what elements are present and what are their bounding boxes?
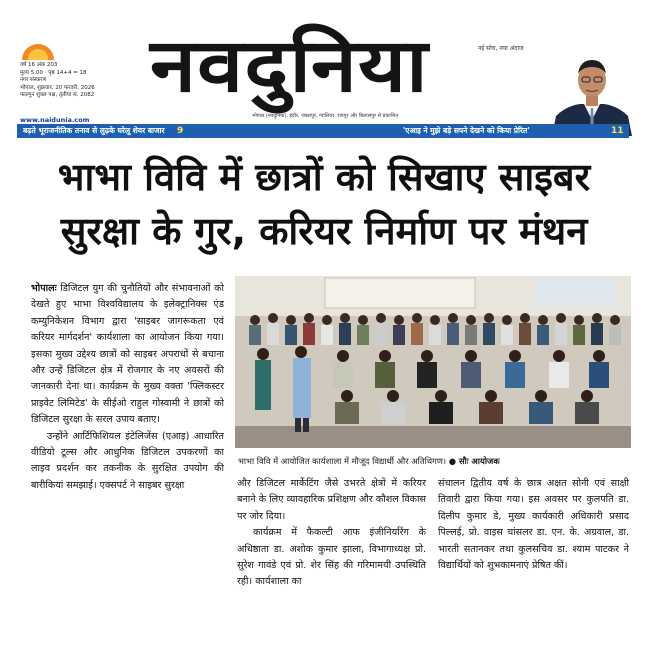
edition-line: फाल्गुन शुक्ल पक्ष, तृतीया सं. 2082 (20, 92, 95, 98)
dateline: भोपालः (31, 283, 57, 294)
caption-text: भाभा विवि में आयोजित कार्यशाला में मौजूद विद्यार्थी और अतिथिगण। (238, 456, 447, 466)
article-paragraph: उन्होंने आर्टिफिशियल इंटेलिजेंस (एआइ) आधारित वीडियो टूल्स और आधुनिक डिजिटल उपकरणों का लाइव प्रदर्शन कर तकनीक के सुरक्षित उपयोग की बारीकियां समझाई। एक्सपर्ट ने साइबर सुरक्षा (31, 430, 224, 491)
website-link[interactable]: www.naidunia.com (20, 116, 90, 124)
tagline: नई सोच, नया अंदाज (478, 45, 524, 52)
teaser-strip (17, 124, 629, 138)
teaser-right-text[interactable]: 'एआइ ने मुझे बड़े सपने देखने को किया प्रेरित' (403, 126, 530, 135)
article-column-2 (237, 476, 426, 591)
sub-editions: भोपाल (नवदुनिया), इंदौर, जबलपुर, ग्वालियर, रायपुर और बिलासपुर से प्रकाशित (252, 113, 399, 119)
headline-line: भाभा विवि में छात्रों को सिखाए साइबर (57, 155, 591, 199)
edition-line: वर्ष 16 अंक 203 (20, 62, 58, 68)
article-column-3 (438, 476, 629, 574)
edition-line: नगर संस्करण (20, 77, 47, 83)
teaser-right-page: 11 (611, 126, 624, 136)
article-paragraph: और डिजिटल मार्केटिंग जैसे उभरते क्षेत्रों में करियर बनाने के लिए व्यावहारिक प्रशिक्षण और कौशल विकास पर जोर दिया। (237, 478, 426, 522)
article-paragraph (31, 281, 224, 429)
newspaper-brand: नवदुनिया (150, 23, 429, 109)
teaser-left-text[interactable]: बढ़ते भूराजनीतिक तनाव से लुढ़के घरेलू शेयर बाजार (23, 126, 165, 135)
photo-caption (238, 456, 500, 467)
edition-line: मूल्य 5.00 · पृष्ठ 14+4 = 18 (20, 69, 87, 76)
paragraph-text: डिजिटल युग की चुनौतियों और संभावनाओं को देखते हुए भाभा विश्वविद्यालय के इलेक्ट्रानिक्स एंड कम्युनिकेशन विभाग द्वारा 'साइबर जागरूकता एवं करियर मार्गदर्शन' कार्यशाला का आयोजन किया गया। इसका मुख्य उद्देश्य छात्रों को साइबर अपराधों से बचाना और उन्हें डिजिटल क्षेत्र में रोजगार के नए अवसरों की जानकारी देना था। कार्यक्रम के मुख्य वक्ता 'फ्लिकस्टर प्राइवेट लिमिटेड' के सीईओ राहुल गोस्वामी ने छात्रों को डिजिटल सुरक्षा के सरल उपाय बताए। (31, 283, 224, 426)
article-paragraph: कार्यक्रम में फैकल्टी आफ इंजीनियरिंग के अधिष्ठाता डा. अशोक कुमार झाला, विभागाध्यक्ष प्रो. सुरेश गावंडे एवं प्रो. शेर सिंह की गरिमामयी उपस्थिति रही। कार्यशाला का (237, 527, 426, 588)
headline-line: सुरक्षा के गुर, करियर निर्माण पर मंथन (60, 209, 588, 253)
article-headline (18, 150, 630, 258)
edition-info (20, 62, 130, 100)
article-column-1 (31, 281, 224, 494)
article-paragraph: संचालन द्वितीय वर्ष के छात्र अक्षत सोनी एवं साक्षी तिवारी द्वारा किया गया। इस अवसर पर कुलपति डा. दिलीप कुमार डे, मुख्य कार्यकारी अधिकारी प्रसाद पिल्लई, प्रो. वाइस चांसलर डा. एन. के. अग्रवाल, डा. भारती सतानकर तथा कुलसचिव डा. श्याम पाटकर ने विद्यार्थियों को शुभकामनाएं प्रेषित कीं। (438, 478, 629, 572)
edition-line: भोपाल, शुक्रवार, 20 फरवरी, 2026 (20, 84, 95, 91)
newspaper-logo-icon (22, 44, 54, 60)
group-photo (235, 276, 631, 448)
teaser-left-page: 9 (177, 126, 184, 136)
photo-credit: ● सौः आयोजक (448, 456, 500, 466)
